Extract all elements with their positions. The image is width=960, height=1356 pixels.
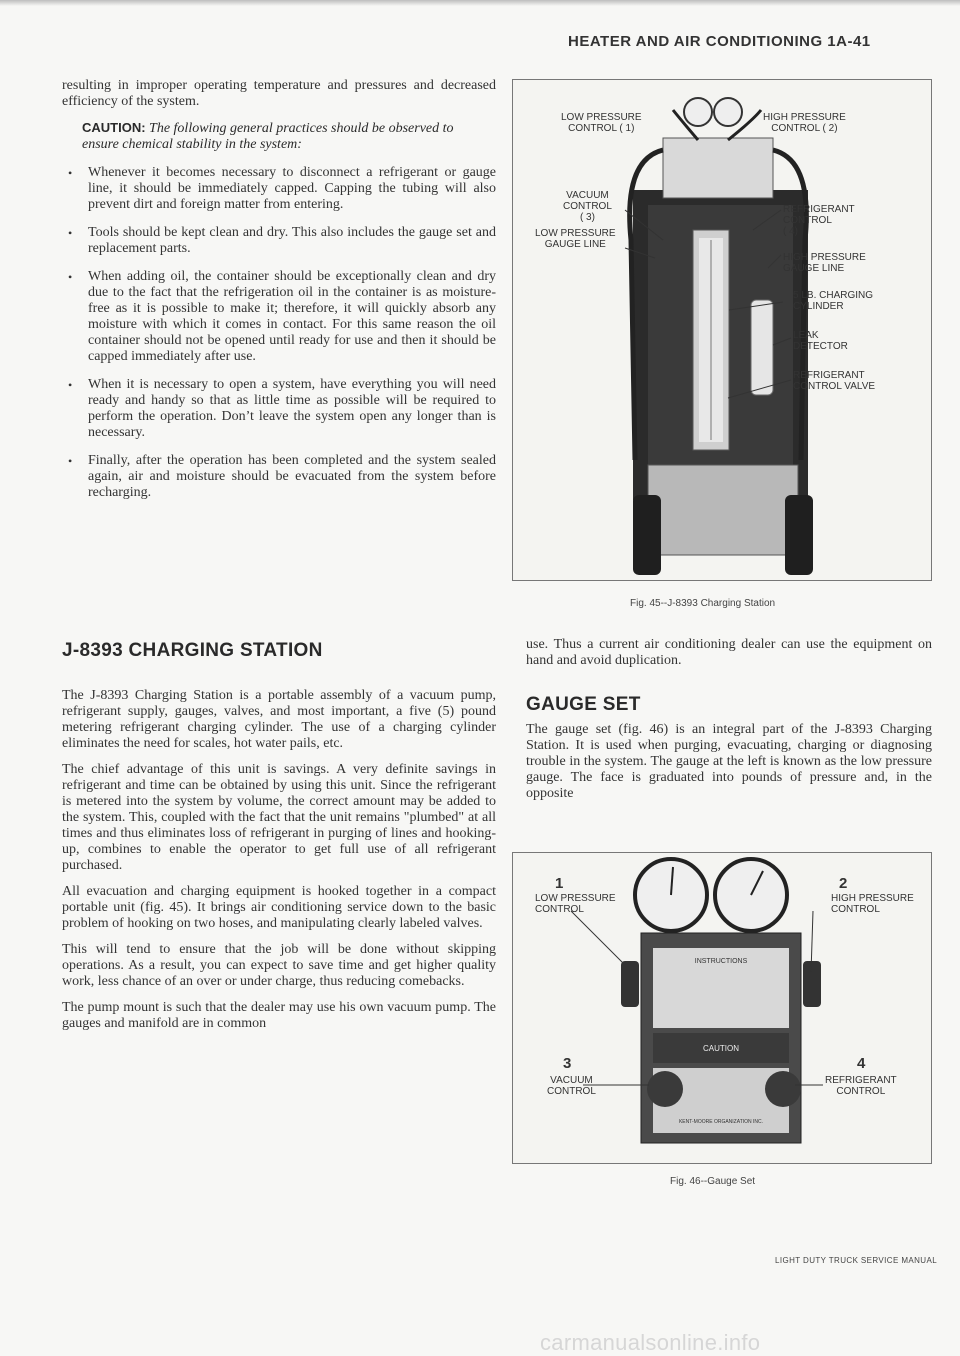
figure-46-caption: Fig. 46--Gauge Set — [670, 1176, 756, 1187]
label-line: DETECTOR — [793, 341, 848, 352]
label-line: REFRIGERANT — [825, 1075, 897, 1086]
callout-low-pressure-control — [535, 893, 616, 915]
manual-footer: LIGHT DUTY TRUCK SERVICE MANUAL — [775, 1256, 938, 1265]
paragraph: All evacuation and charging equipment is hooked together in a compact portable unit (fig. 45). It brings air conditioning service down to the basic problem of hooking on two hoses, and manipulating clearly labeled valves. — [62, 884, 496, 931]
label-low-pressure-control — [561, 112, 642, 134]
label-line: CONTROL — [783, 215, 832, 226]
paragraph: This will tend to ensure that the job will be done without skipping operations. As a result, you can expect to save time and get higher quality work, less chance of an over or under charge, thus reducing comebacks. — [62, 942, 496, 989]
label-line: LOW PRESSURE — [535, 893, 616, 904]
list-item: • Tools should be kept clean and dry. This also includes the gauge set and replacement parts. — [62, 225, 496, 257]
intro-paragraph: resulting in improper operating temperature and pressures and decreased efficiency of the system. — [62, 78, 496, 109]
label-refrigerant-control — [783, 204, 855, 237]
label-line: REFRIGERANT — [783, 204, 855, 215]
label-line: GAUGE LINE — [544, 239, 606, 250]
callout-number: 1 — [555, 875, 564, 892]
label-vacuum-control — [563, 190, 612, 223]
label-line: ( 4) — [783, 226, 798, 237]
label-charging-cylinder — [793, 290, 873, 312]
label-line: LOW PRESSURE — [561, 112, 642, 123]
label-line: CONTROL VALVE — [793, 381, 876, 392]
caution-label: CAUTION: — [82, 120, 146, 135]
running-head: HEATER AND AIR CONDITIONING 1A-41 — [568, 33, 871, 50]
label-line: CONTROL — [535, 904, 584, 915]
label-line: CONTROL ( 1) — [568, 123, 635, 134]
list-item: • Whenever it becomes necessary to disconnect a refrigerant or gauge line, it should be immediately capped. Capping the tubing will also prevent dirt and foreign matter from entering. — [62, 165, 496, 213]
callout-number: 4 — [857, 1055, 866, 1072]
label-low-pressure-gauge-line — [535, 228, 616, 250]
label-line: LEAK — [793, 330, 819, 341]
label-line: CONTROL — [547, 1086, 596, 1097]
label-line: LOW PRESSURE — [535, 228, 616, 239]
figure-gauge-set — [512, 852, 932, 1164]
label-line: CONTROL — [836, 1086, 886, 1097]
label-refrigerant-control-valve — [793, 370, 875, 392]
top-edge — [0, 0, 960, 6]
practice-list — [62, 165, 496, 501]
label-line: REFRIGERANT — [793, 370, 865, 381]
caution-note — [82, 120, 486, 153]
label-line: HIGH PRESSURE — [763, 112, 846, 123]
label-high-pressure-control — [763, 112, 846, 134]
watermark: carmanualsonline.info — [540, 1330, 761, 1355]
panel-maker: KENT-MOORE ORGANIZATION INC. — [678, 1119, 764, 1125]
gauge-set-text — [526, 722, 932, 812]
panel-instructions: INSTRUCTIONS — [694, 958, 748, 965]
section-heading-charging-station: J-8393 CHARGING STATION — [62, 640, 323, 661]
label-line: CONTROL ( 2) — [771, 123, 838, 134]
left-column — [62, 78, 496, 513]
paragraph: The pump mount is such that the dealer may use his own vacuum pump. The gauges and manifold are in common — [62, 1000, 496, 1031]
label-line: VACUUM — [566, 190, 609, 201]
paragraph: The J-8393 Charging Station is a portable assembly of a vacuum pump, refrigerant supply, gauges, valves, and most important, a five (5) pound metering refrigerant charging cylinder. The use of a charging cylinder eliminates the need for scales, hot water pails, etc. — [62, 688, 496, 751]
list-item: • When it is necessary to open a system, have everything you will need ready and handy so that as little time as possible will be required to perform the operation. Don’t leave the system open any longer than is necessary. — [62, 377, 496, 441]
label-line: HIGH PRESSURE — [831, 893, 914, 904]
label-line: GAUGE LINE — [783, 263, 845, 274]
panel-caution: CAUTION — [703, 1044, 739, 1053]
callout-high-pressure-control — [831, 893, 914, 915]
label-line: CONTROL — [831, 904, 880, 915]
label-line: 5 LB. CHARGING — [793, 290, 874, 301]
list-item: • When adding oil, the container should be exceptionally clean and dry due to the fact that the refrigeration oil in the container is as moisture-free as it is possible to make it; therefore, it will quickly absorb any moisture with which it comes in contact. For this same reason the oil container should not be opened until ready for use and then it should be capped immediately after use. — [62, 269, 496, 365]
label-line: VACUUM — [550, 1075, 593, 1086]
charging-station-text — [62, 688, 496, 1042]
callout-number: 3 — [563, 1055, 572, 1072]
label-line: CYLINDER — [793, 301, 844, 312]
callout-refrigerant-control — [825, 1075, 897, 1097]
section-heading-gauge-set: GAUGE SET — [526, 694, 641, 715]
callout-vacuum-control — [547, 1075, 596, 1097]
figure-charging-station — [512, 79, 932, 581]
label-leak-detector — [793, 330, 848, 352]
label-line: HIGH PRESSURE — [783, 252, 866, 263]
label-high-pressure-gauge-line — [783, 252, 866, 274]
callout-number: 2 — [839, 875, 848, 892]
charging-station-illustration — [513, 80, 931, 580]
paragraph: use. Thus a current air conditioning dealer can use the equipment on hand and avoid duplication. — [526, 637, 932, 668]
list-item: • Finally, after the operation has been completed and the system sealed again, air and moisture should be evacuated from the system before recharging. — [62, 453, 496, 501]
caution-text: The following general practices should be observed to ensure chemical stability in the system: — [82, 121, 454, 152]
label-line: CONTROL — [563, 201, 612, 212]
label-line: ( 3) — [579, 212, 595, 223]
paragraph: The gauge set (fig. 46) is an integral part of the J-8393 Charging Station. It is used when purging, evacuating, charging or diagnosing trouble in the system. The gauge at the left is known as the low pressure gauge. The face is graduated into pounds of pressure and, in the opposite — [526, 722, 932, 801]
paragraph: The chief advantage of this unit is savings. A very definite savings in refrigerant and time can be obtained by using this unit. Since the refrigerant is metered into the system by volume, the correct amount may be added to the system. This, coupled with the fact that the unit remains "plumbed" at all times and thus eliminates loss of refrigerant in purging of lines and hooking-up, combines to enable the operator to get full use of all refrigerant purchased. — [62, 762, 496, 873]
figure-45-caption: Fig. 45--J-8393 Charging Station — [630, 598, 776, 609]
continuation-text — [526, 637, 932, 679]
